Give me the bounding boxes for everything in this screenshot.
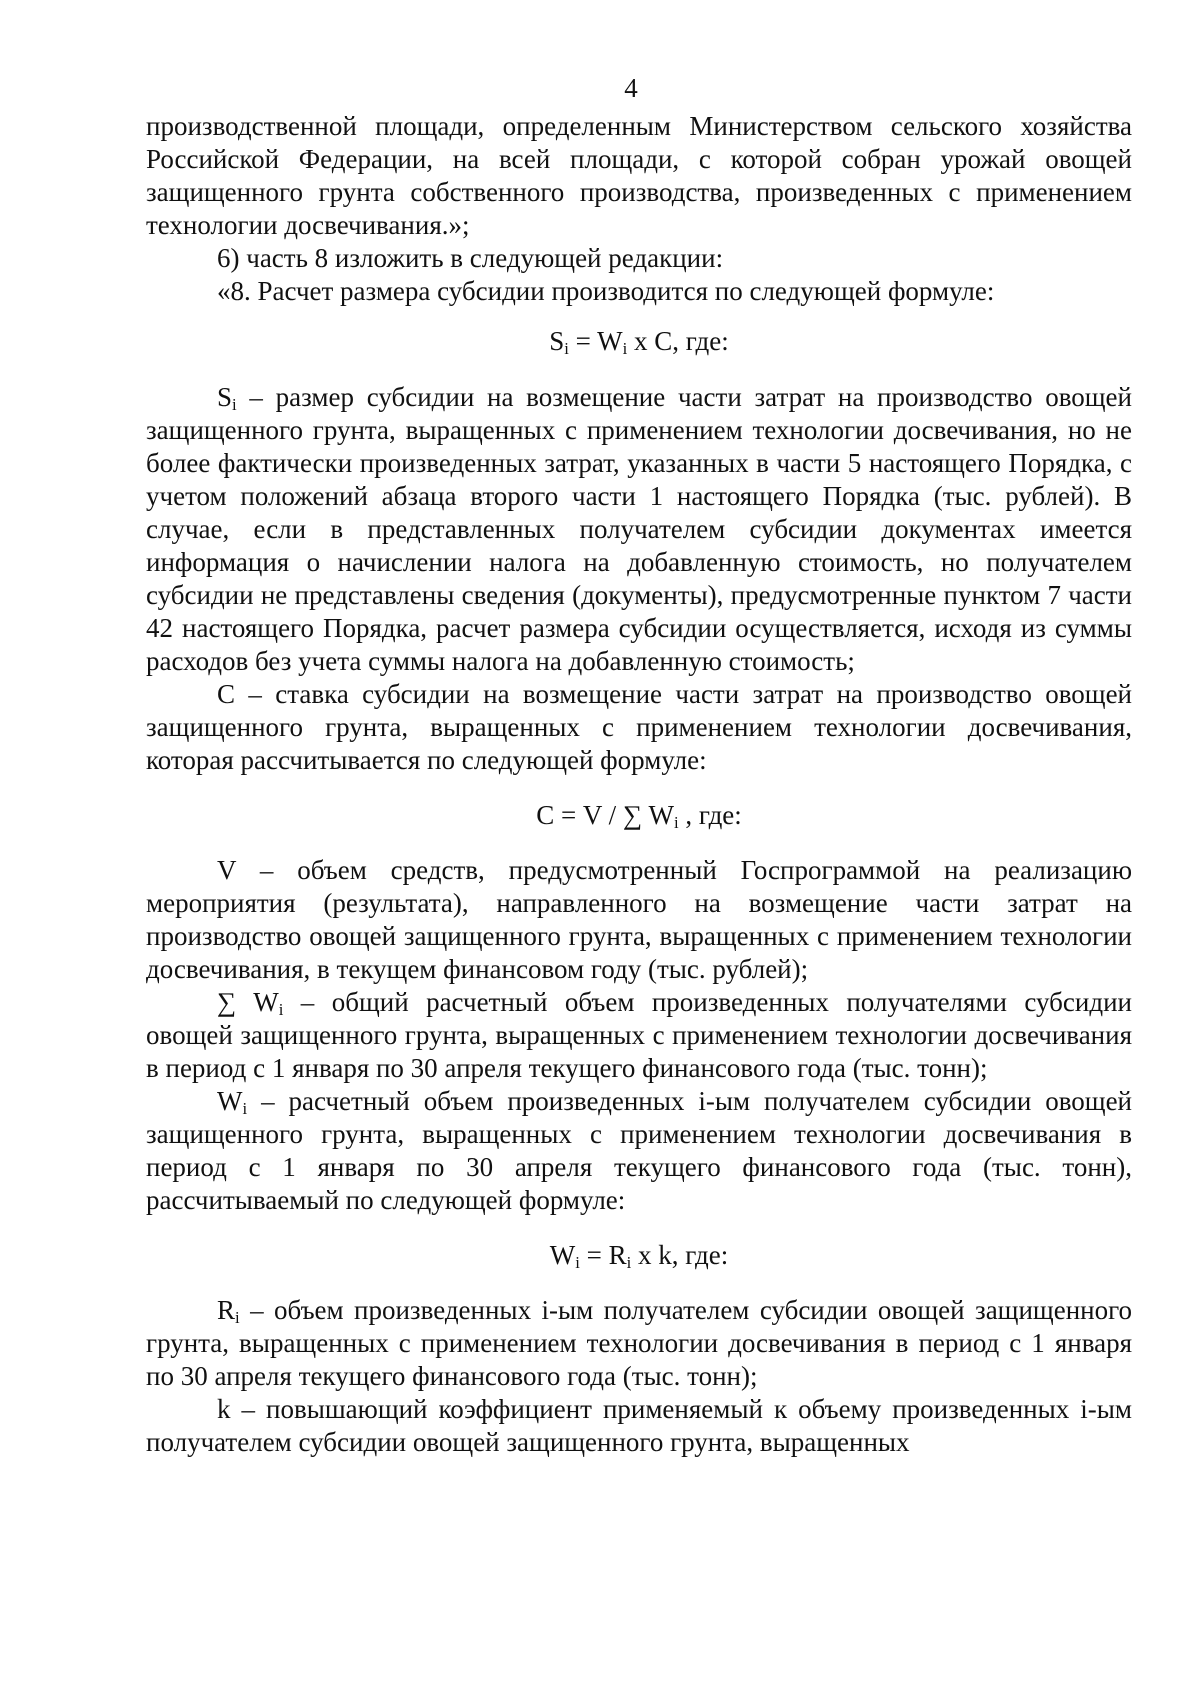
definition-si: $S_i$ – размер субсидии на возмещение части затрат на производство овощей защищенного грунта, выращенных с применением технологии досвечивания, но не более фактически произведенных затрат, указанных в части 5 настоящего Порядка, с учетом положений абзаца второго части 1 настоящего Порядка (тыс. рублей). В случае, если в представленных получателем субсидии документах имеется информация о начислении налога на добавленную стоимость, но получателем субсидии не представлены сведения (документы), предусмотренные пунктом 7 части 42 настоящего Порядка, расчет размера субсидии осуществляется, исходя из суммы расходов без учета суммы налога на добавленную стоимость; (146, 382, 1132, 676)
formula-si: $S_i = W_i$ x С, где: (549, 326, 729, 359)
definition-c: С – ставка субсидии на возмещение части затрат на производство овощей защищенного грунта, выращенных с применением технологии досвечивания, которая рассчитывается по следующей формуле: (146, 679, 1132, 775)
definition-ri: $R_i$ – объем произведенных i-ым получателем субсидии овощей защищенного грунта, выращенных с применением технологии досвечивания в период с 1 января по 30 апреля текущего финансового года (тыс. тонн); (146, 1295, 1132, 1391)
paragraph-continuation: производственной площади, определенным Министерством сельского хозяйства Российской Федерации, на всей площади, с которой собран урожай овощей защищенного грунта собственного производства, произведенных с применением технологии досвечивания.»; (146, 111, 1132, 240)
definition-sum-wi: ∑ $W_i$ – общий расчетный объем произведенных получателями субсидии овощей защищенного грунта, выращенных с применением технологии досвечивания в период с 1 января по 30 апреля текущего финансового года (тыс. тонн); (146, 987, 1132, 1083)
page-number: 4 (624, 73, 638, 103)
formula-c: С = V / ∑ $W_i$ , где: (536, 800, 742, 833)
paragraph-part-8-intro: «8. Расчет размера субсидии производится по следующей формуле: (217, 276, 995, 306)
formula-wi: $W_i = R_i$ x k, где: (549, 1240, 729, 1273)
document-body (146, 110, 1132, 1459)
definition-wi: $W_i$ – расчетный объем произведенных i-ым получателем субсидии овощей защищенного грунта, выращенных с применением технологии досвечивания в период с 1 января по 30 апреля текущего финансового года (тыс. тонн), рассчитываемый по следующей формуле: (146, 1086, 1132, 1215)
paragraph-item-6: 6) часть 8 изложить в следующей редакции: (217, 243, 724, 273)
definition-k: k – повышающий коэффициент применяемый к объему произведенных i-ым получателем субсидии овощей защищенного грунта, выращенных (146, 1394, 1132, 1457)
definition-v: V – объем средств, предусмотренный Госпрограммой на реализацию мероприятия (результата), направленного на возмещение части затрат на производство овощей защищенного грунта, выращенных с применением технологии досвечивания, в текущем финансовом году (тыс. рублей); (146, 855, 1132, 984)
